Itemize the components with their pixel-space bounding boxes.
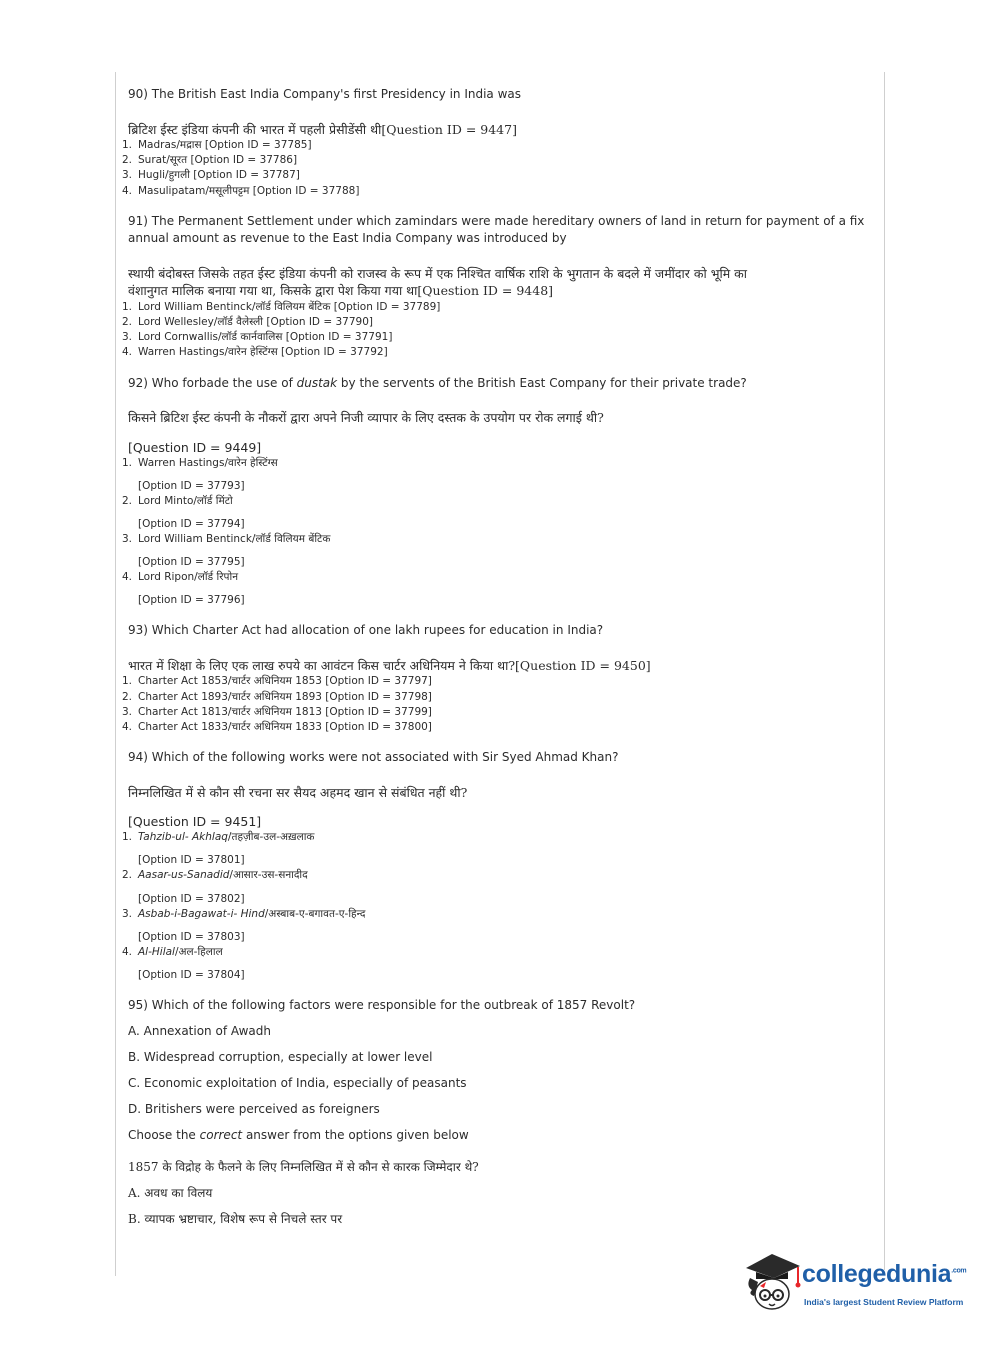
question-95-text: 95) Which of the following factors were responsible for the outbreak of 1857 Revolt? — [128, 998, 636, 1013]
option-item: 1. Tahzib-ul- Akhlaq/तहज़ीब-उल-अख़लाक — [122, 831, 315, 844]
option-id: [Option ID = 37793] — [138, 479, 245, 492]
question-94-options — [122, 830, 873, 983]
option-item: 3. Charter Act 1813/चार्टर अधिनियम 1813 [Option ID = 37799] — [122, 705, 432, 718]
page-frame-left-rule — [115, 72, 116, 1270]
option-id: [Option ID = 37794] — [138, 518, 245, 531]
option-item: 2. Aasar-us-Sanadid/आसार-उस-सनादीद — [122, 869, 308, 882]
logo-tagline: India's largest Student Review Platform — [804, 1297, 964, 1307]
question-93-options — [122, 674, 873, 735]
option-item: 4. Warren Hastings/वारेन हेस्टिंग्स [Option ID = 37792] — [122, 346, 388, 359]
option-item: 2. Surat/सूरत [Option ID = 37786] — [122, 154, 298, 167]
question-90 — [122, 86, 873, 199]
option-id: [Option ID = 37803] — [138, 930, 245, 943]
question-paper-content — [122, 86, 873, 1237]
question-93-hindi: भारत में शिक्षा के लिए एक लाख रुपये का आवंटन किस चार्टर अधिनियम ने किया था?[Question ID = 9450] — [128, 657, 651, 673]
question-92-hindi: किसने ब्रिटिश ईस्ट कंपनी के नौकरों द्वारा अपने निजी व्यापार के लिए दस्तक के उपयोग पर रोक लगाई थी? — [128, 410, 604, 426]
page-frame-tick — [115, 1270, 116, 1276]
question-94-id: [Question ID = 9451] — [128, 814, 262, 830]
option-item: 1. Warren Hastings/वारेन हेस्टिंग्स — [122, 456, 278, 469]
question-90-hindi: ब्रिटिश ईस्ट इंडिया कंपनी की भारत में पहली प्रेसीडेंसी थी[Question ID = 9447] — [128, 121, 517, 137]
option-id: [Option ID = 37804] — [138, 969, 245, 982]
question-95 — [128, 997, 873, 1228]
option-id: [Option ID = 37802] — [138, 892, 245, 905]
question-93 — [122, 622, 873, 735]
option-item: 4. Charter Act 1833/चार्टर अधिनियम 1833 [Option ID = 37800] — [122, 721, 432, 734]
collegedunia-logo — [742, 1248, 967, 1318]
option-item: 1. Charter Act 1853/चार्टर अधिनियम 1853 [Option ID = 37797] — [122, 675, 432, 688]
logo-wordmark: collegedunia$^{.com}$ — [802, 1260, 967, 1288]
question-90-text: 90) The British East India Company's first Presidency in India was — [128, 87, 522, 101]
question-94-hindi: निम्नलिखित में से कौन सी रचना सर सैयद अहमद खान से संबंधित नहीं थी? — [128, 784, 468, 800]
statement-item: C. Economic exploitation of India, especially of peasants — [128, 1075, 467, 1090]
option-item: 2. Lord Wellesley/लॉर्ड वैलेस्ली [Option ID = 37790] — [122, 316, 373, 329]
statement-item: B. Widespread corruption, especially at lower level — [128, 1049, 433, 1064]
question-92-id: [Question ID = 9449] — [128, 439, 262, 455]
question-92 — [122, 375, 873, 609]
question-93-text: 93) Which Charter Act had allocation of one lakh rupees for education in India? — [128, 623, 604, 638]
statement-item: D. Britishers were perceived as foreigners — [128, 1101, 380, 1116]
option-item: 3. Hugli/हुगली [Option ID = 37787] — [122, 169, 300, 182]
option-id: [Option ID = 37795] — [138, 556, 245, 569]
option-item: 1. Lord William Bentinck/लॉर्ड विलियम बेंटिक [Option ID = 37789] — [122, 300, 441, 313]
option-item: 4. Lord Ripon/लॉर्ड रिपोन — [122, 571, 239, 584]
question-95-hindi: 1857 के विद्रोह के फैलने के लिए निम्नलिखित में से कौन से कारक जिम्मेदार थे? — [128, 1159, 479, 1174]
option-item: 1. Madras/मद्रास [Option ID = 37785] — [122, 139, 312, 151]
question-91-hindi-line2: वंशानुगत मालिक बनाया गया था, किसके द्वारा पेश किया गया था[Question ID = 9448] — [128, 283, 554, 299]
option-id: [Option ID = 37796] — [138, 594, 245, 607]
student-mascot-icon — [742, 1248, 806, 1314]
option-item: 4. Masulipatam/मसूलीपट्टम [Option ID = 37788] — [122, 184, 360, 197]
question-92-text: 92) Who forbade the use of dustak by the servents of the British East Company for their private trade? — [128, 375, 747, 390]
question-91 — [122, 213, 873, 361]
question-91-hindi-line1: स्थायी बंदोबस्त जिसके तहत ईस्ट इंडिया कंपनी को राजस्व के रूप में एक निश्चित वार्षिक राशि के भुगतान के बदले में जमींदार को भूमि का — [128, 265, 748, 281]
question-91-text-line2: annual amount as revenue to the East India Company was introduced by — [128, 231, 567, 246]
option-item: 4. Al-Hilal/अल-हिलाल — [122, 945, 223, 958]
option-item: 3. Lord Cornwallis/लॉर्ड कार्नवालिस [Option ID = 37791] — [122, 331, 393, 344]
option-item: 2. Charter Act 1893/चार्टर अधिनियम 1893 [Option ID = 37798] — [122, 690, 432, 703]
question-91-options — [122, 300, 873, 361]
question-94-text: 94) Which of the following works were not associated with Sir Syed Ahmad Khan? — [128, 750, 619, 765]
question-92-options — [122, 456, 873, 609]
option-item: 2. Lord Minto/लॉर्ड मिंटो — [122, 494, 233, 507]
statement-item: A. Annexation of Awadh — [128, 1023, 271, 1038]
option-id: [Option ID = 37801] — [138, 854, 245, 867]
option-item: 3. Lord William Bentinck/लॉर्ड विलियम बेंटिक — [122, 533, 331, 546]
hindi-statement-item: A. अवध का विलय — [128, 1185, 213, 1200]
question-94 — [122, 749, 873, 983]
choose-instruction: Choose the correct answer from the options given below — [128, 1127, 469, 1142]
question-90-options — [122, 138, 873, 199]
option-item: 3. Asbab-i-Bagawat-i- Hind/अस्बाब-ए-बगावत-ए-हिन्द — [122, 907, 366, 920]
page-frame-right-rule — [884, 72, 885, 1270]
question-91-text-line1: 91) The Permanent Settlement under which zamindars were made hereditary owners of land in return for payment of a fix — [128, 213, 865, 228]
hindi-statement-item: B. व्यापक भ्रष्टाचार, विशेष रूप से निचले स्तर पर — [128, 1211, 343, 1226]
